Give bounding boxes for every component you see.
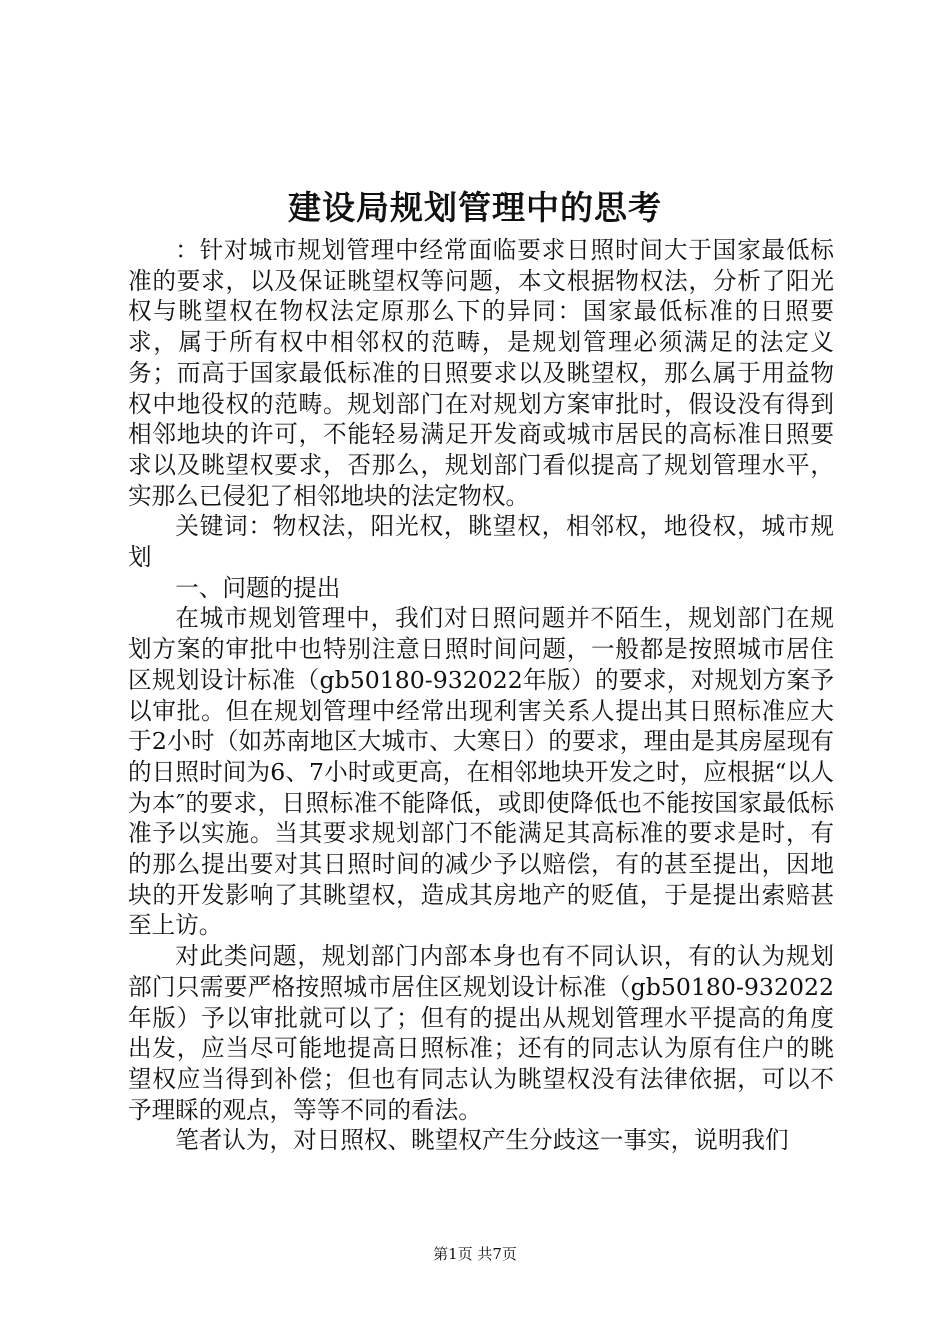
keywords-paragraph: 关键词：物权法，阳光权，眺望权，相邻权，地役权，城市规划 — [128, 512, 834, 572]
page-number-footer: 第1页 共7页 — [433, 1245, 517, 1263]
document-body — [128, 235, 834, 1156]
body-paragraph: 在城市规划管理中，我们对日照问题并不陌生，规划部门在规划方案的审批中也特别注意日照时间问题，一般都是按照城市居住区规划设计标准（gb50180-932022年版）的要求，对规划方案予以审批。但在规划管理中经常出现利害关系人提出其日照标准应大于2小时（如苏南地区大城市、大寒日）的要求，理由是其房屋现有的日照时间为6、7小时或更高，在相邻地块开发之时，应根据“以人为本″的要求，日照标准不能降低，或即使降低也不能按国家最低标准予以实施。当其要求规划部门不能满足其高标准的要求是时，有的那么提出要对其日照时间的减少予以赔偿，有的甚至提出，因地块的开发影响了其眺望权，造成其房地产的贬值，于是提出索赔甚至上访。 — [128, 604, 834, 940]
body-paragraph: 对此类问题，规划部门内部本身也有不同认识，有的认为规划部门只需要严格按照城市居住区规划设计标准（gb50180-932022年版）予以审批就可以了；但有的提出从规划管理水平提高的角度出发，应当尽可能地提高日照标准；还有的同志认为原有住户的眺望权应当得到补偿；但也有同志认为眺望权没有法律依据，可以不予理睬的观点，等等不同的看法。 — [128, 942, 834, 1124]
body-paragraph: 笔者认为，对日照权、眺望权产生分歧这一事实，说明我们 — [175, 1126, 789, 1155]
document-title: 建设局规划管理中的思考 — [288, 188, 662, 227]
section-heading: 一、问题的提出 — [175, 573, 341, 602]
abstract-paragraph: ：针对城市规划管理中经常面临要求日照时间大于国家最低标准的要求，以及保证眺望权等问题，本文根据物权法，分析了阳光权与眺望权在物权法定原那么下的异同：国家最低标准的日照要求，属于所有权中相邻权的范畴，是规划管理必须满足的法定义务；而高于国家最低标准的日照要求以及眺望权，那么属于用益物权中地役权的范畴。规划部门在对规划方案审批时，假设没有得到相邻地块的许可，不能轻易满足开发商或城市居民的高标准日照要求以及眺望权要求，否那么，规划部门看似提高了规划管理水平，实那么已侵犯了相邻地块的法定物权。 — [128, 236, 834, 510]
